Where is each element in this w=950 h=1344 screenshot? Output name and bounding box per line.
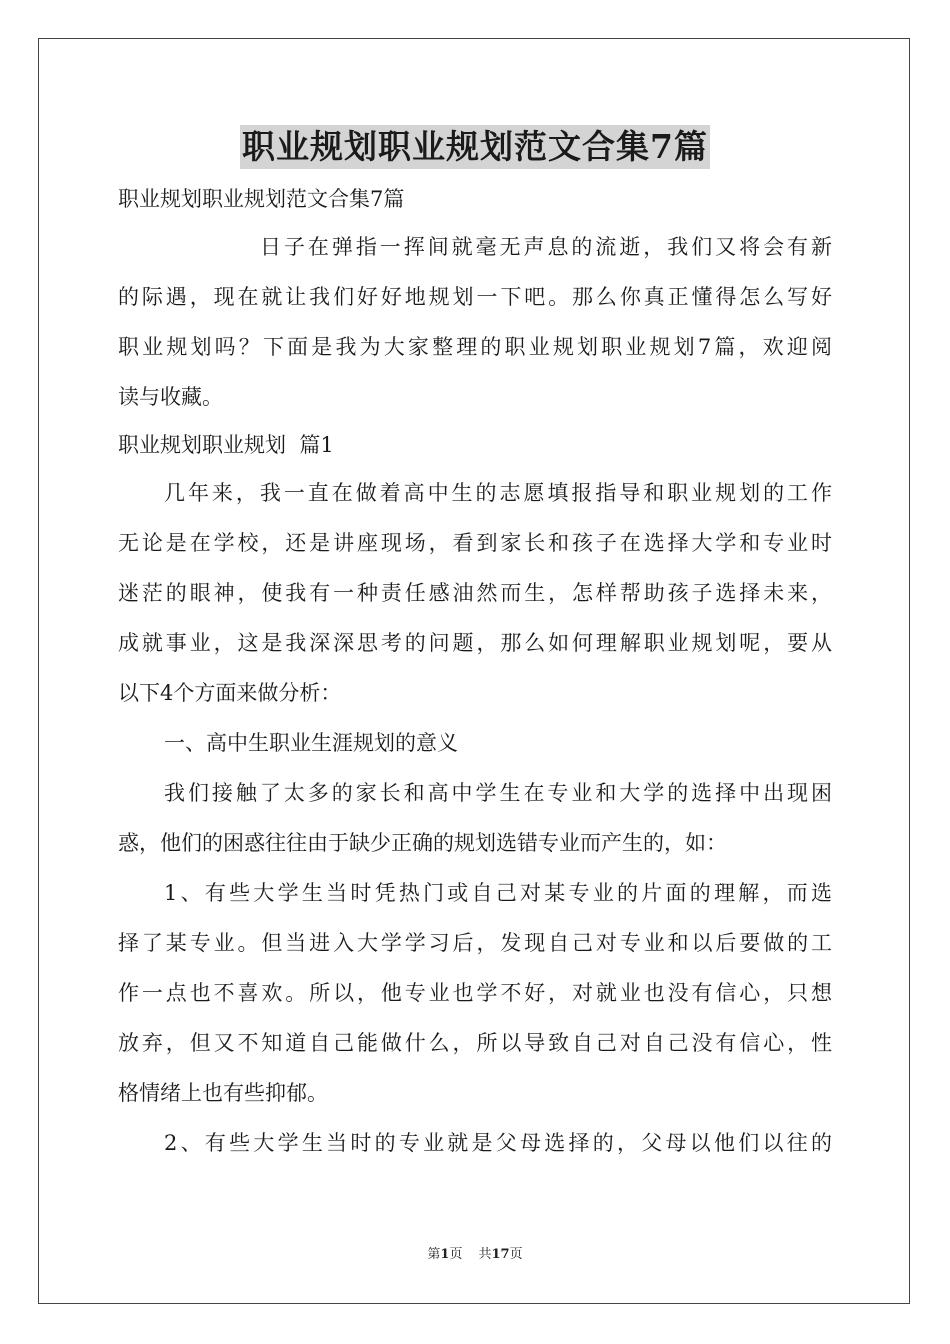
paragraph-line: 我们接触了太多的家长和高中学生在专业和大学的选择中出现困	[164, 781, 832, 805]
document-title-text: 职业规划职业规划范文合集7篇	[240, 125, 710, 169]
page-label-mid: 页	[449, 1247, 463, 1262]
total-suffix: 页	[509, 1247, 523, 1262]
page-footer	[0, 1243, 950, 1262]
paragraph-line: 几年来，我一直在做着高中生的志愿填报指导和职业规划的工作	[164, 481, 832, 505]
document-title	[0, 125, 950, 173]
total-prefix: 共	[478, 1247, 492, 1262]
paragraph-line: 成就事业，这是我深深思考的问题，那么如何理解职业规划呢，要从	[118, 631, 832, 655]
page-current: 1	[440, 1247, 450, 1262]
intro-line: 读与收藏。	[118, 385, 223, 409]
section-heading: 职业规划职业规划 篇1	[118, 433, 334, 457]
paragraph-line: 迷茫的眼神，使我有一种责任感油然而生，怎样帮助孩子选择未来，	[118, 581, 832, 605]
page-number	[427, 1247, 462, 1262]
paragraph-line: 放弃，但又不知道自己能做什么，所以导致自己对自己没有信心，性	[118, 1031, 832, 1055]
paragraph-line: 作一点也不喜欢。所以，他专业也学不好，对就业也没有信心，只想	[118, 981, 832, 1005]
total-count: 17	[491, 1247, 510, 1262]
page-total	[478, 1247, 522, 1262]
paragraph-line: 2、有些大学生当时的专业就是父母选择的，父母以他们以往的	[164, 1131, 832, 1155]
paragraph-line: 择了某专业。但当进入大学学习后，发现自己对专业和以后要做的工	[118, 931, 832, 955]
page-label-prefix: 第	[427, 1247, 441, 1262]
subheading: 一、高中生职业生涯规划的意义	[164, 731, 458, 755]
document-body	[118, 176, 832, 1168]
intro-line: 的际遇，现在就让我们好好地规划一下吧。那么你真正懂得怎么写好	[118, 285, 832, 309]
document-subtitle: 职业规划职业规划范文合集7篇	[118, 187, 405, 211]
paragraph-line: 格情绪上也有些抑郁。	[118, 1081, 328, 1105]
intro-line: 日子在弹指一挥间就毫无声息的流逝，我们又将会有新	[260, 235, 832, 259]
paragraph-line: 以下4个方面来做分析：	[118, 681, 342, 705]
paragraph-line: 1、有些大学生当时凭热门或自己对某专业的片面的理解，而选	[164, 881, 832, 905]
paragraph-line: 惑，他们的困惑往往由于缺少正确的规划选错专业而产生的，如：	[118, 831, 727, 855]
paragraph-line: 无论是在学校，还是讲座现场，看到家长和孩子在选择大学和专业时	[118, 531, 832, 555]
intro-line: 职业规划吗？下面是我为大家整理的职业规划职业规划7篇，欢迎阅	[118, 335, 832, 359]
